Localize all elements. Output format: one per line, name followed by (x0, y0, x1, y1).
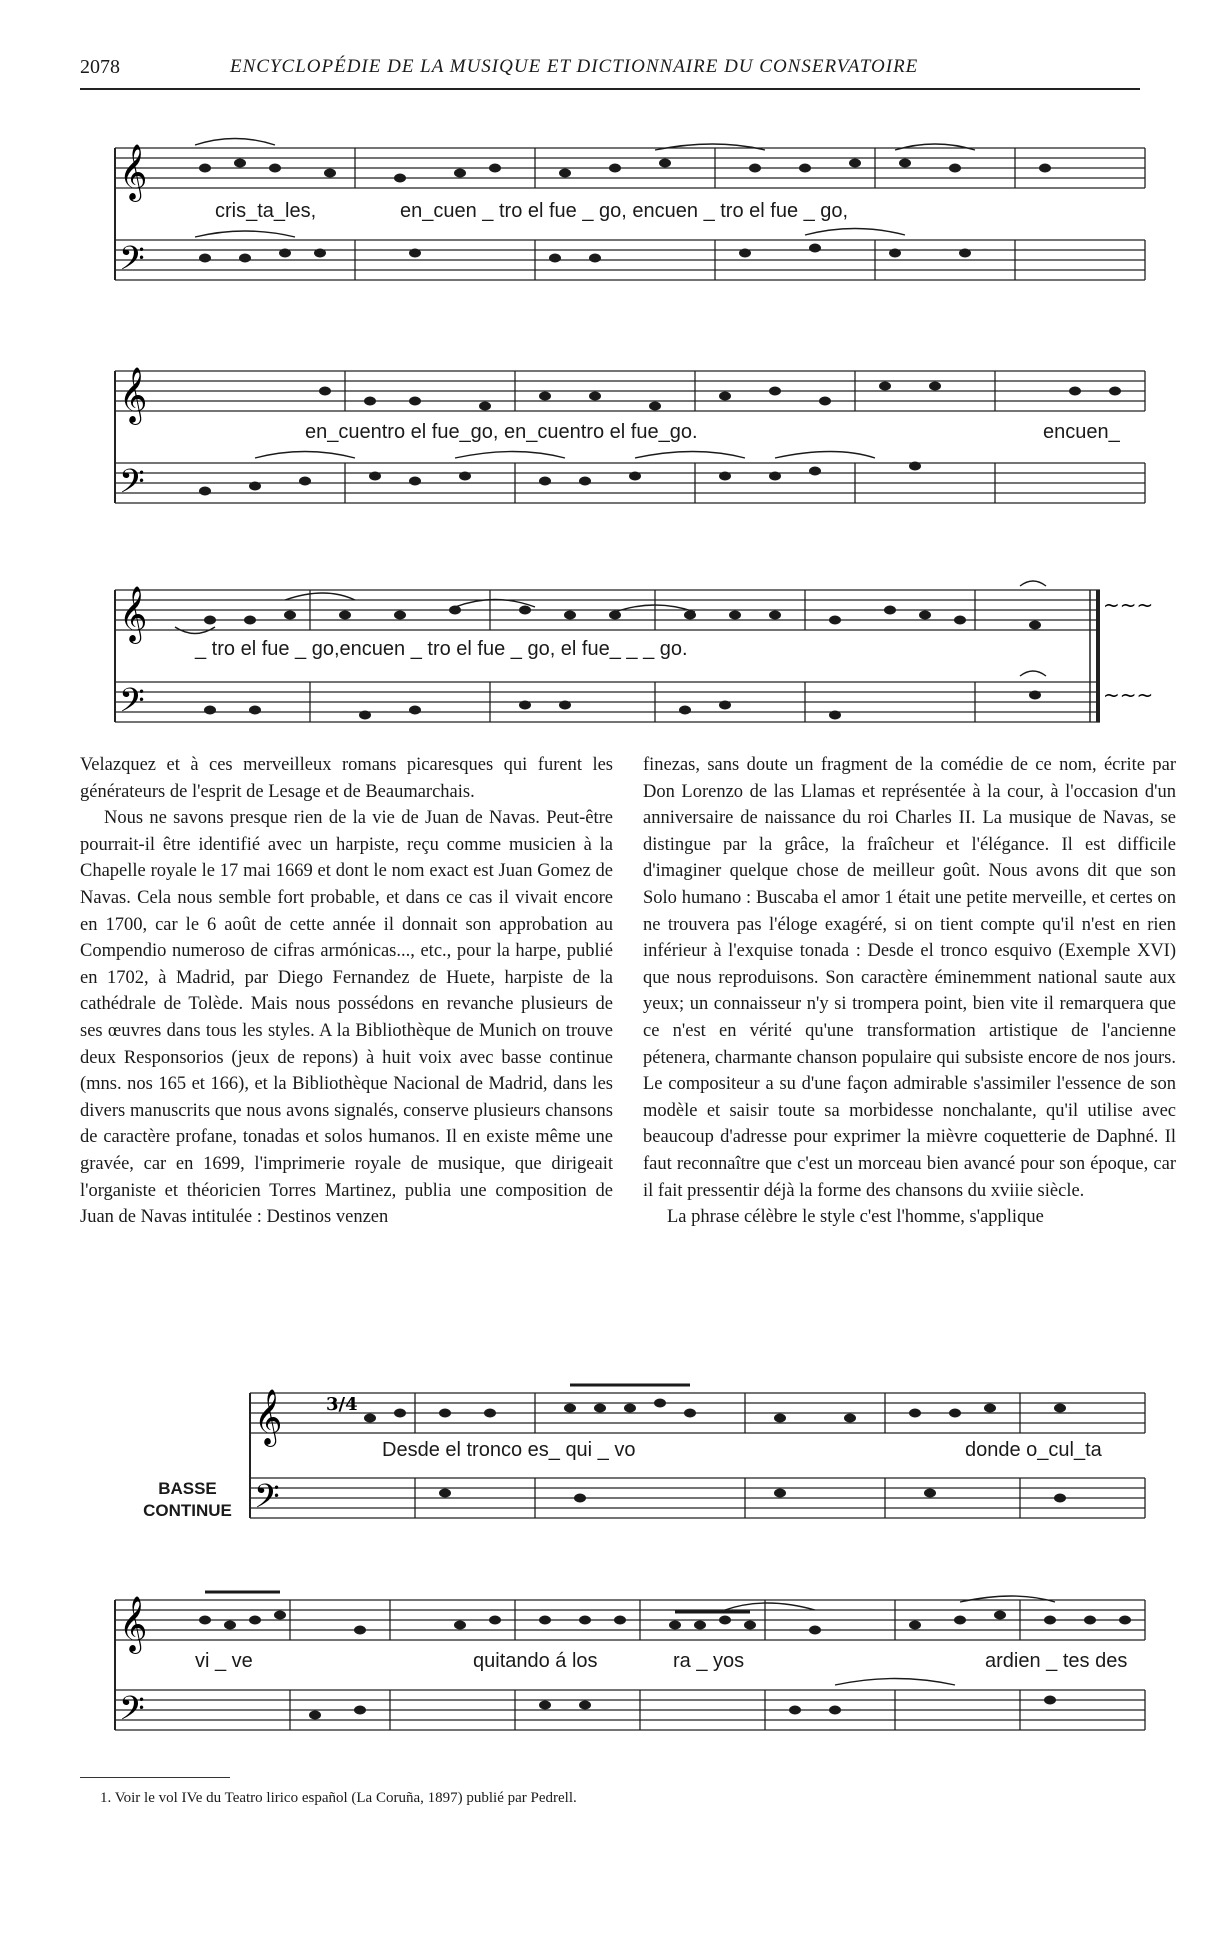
running-title: ENCYCLOPÉDIE DE LA MUSIQUE ET DICTIONNAIRE DU CONSERVATOIRE (230, 56, 919, 77)
basse-continue-label: BASSE CONTINUE (143, 1479, 232, 1520)
music-system-3 (115, 582, 1155, 732)
svg-text:3/4: 3/4 (326, 1394, 358, 1415)
music-system-5 (115, 1590, 1145, 1740)
music-system-4 (250, 1383, 1145, 1523)
svg-text:𝄞: 𝄞 (119, 144, 148, 200)
lyrics-line-2: en_cuen _ tro el fue _ go, encuen _ tro el fue _ go, (400, 200, 849, 222)
svg-text:𝄢: 𝄢 (119, 1690, 145, 1736)
svg-text:𝄞: 𝄞 (254, 1389, 283, 1445)
svg-text:𝄢: 𝄢 (254, 1478, 280, 1524)
lyrics-line-1: _ tro el fue _ go,encuen _ tro el fue _ go, el fue_ _ _ go. (195, 638, 688, 660)
right-column (643, 752, 1176, 1231)
svg-text:𝄢: 𝄢 (119, 240, 145, 286)
svg-text:𝄢: 𝄢 (119, 463, 145, 509)
svg-text:𝄞: 𝄞 (119, 1596, 148, 1652)
svg-text:𝄞: 𝄞 (119, 586, 148, 642)
lyrics-line-1: cris_ta_les, (215, 200, 317, 222)
lyrics-line-1: Desde el tronco es_ qui _ vo (382, 1439, 636, 1461)
paragraph: finezas, sans doute un fragment de la comédie de ce nom, écrite par Don Lorenzo de las Llamas et représentée à la cour, à l'occasion d'un anniversaire de naissance du roi Charles II. La musique de Navas, se distingue par la grâce, la fraîcheur et l'élégance. Il est difficile d'imaginer quelque chose de meilleur goût. Nous avons dit que son Solo humano : Buscaba el amor 1 était une petite merveille, et certes on ne trouvera pas l'éloge exagéré, si on tient compte qu'il n'est en rien inférieur à l'exquise tonada : Desde el tronco esquivo (Exemple XVI) que nous reproduisons. Son caractère éminemment national saute aux yeux; un connaisseur n'y si trompera point, bien vite il remarquera que ce n'est en vérité qu'une transformation artistique de l'ancienne pétenera, charmante chanson populaire qui subsiste encore de nos jours. Le compositeur a su d'une façon admirable s'assimiler l'essence de son modèle et saisir toute sa morbidesse nonchalante, qu'il utilise avec beaucoup d'adresse pour exprimer la mièvre coquetterie de Daphné. Il faut reconnaître que c'est un morceau bien avancé pour son époque, car il fait pressentir déjà la forme des chansons du xviiie siècle. (643, 755, 1176, 1201)
page-header (80, 52, 1140, 90)
page-number: 2078 (80, 56, 120, 78)
left-column (80, 752, 613, 1231)
footnote: 1. Voir le vol IVe du Teatro lirico español (La Coruña, 1897) publié par Pedrell. (100, 1790, 577, 1806)
lyrics-line-1: vi _ ve (195, 1650, 253, 1672)
lyrics-line-2: encuen_ (1043, 421, 1120, 443)
svg-text:~~~: ~~~ (1103, 593, 1154, 617)
paragraph: Velazquez et à ces merveilleux romans picaresques qui furent les générateurs de l'esprit de Lesage et de Beaumarchais. (80, 755, 613, 802)
lyrics-line-1: en_cuentro el fue_go, en_cuentro el fue_go. (305, 421, 698, 443)
paragraph: Nous ne savons presque rien de la vie de Juan de Navas. Peut-être pourrait-il être identifié avec un harpiste, reçu comme musicien à la Chapelle royale le 17 mai 1669 et dont le nom exact est Juan Gomez de Navas. Cela nous semble fort probable, et dans ce cas il vivait encore en 1700, car le 6 août de cette année il donnait son approbation au Compendio numeroso de cifras armónicas..., etc., pour la harpe, publié en 1702, à Madrid, par Diego Fernandez de Huete, harpiste de la cathédrale de Tolède. Mais nous possédons en revanche plusieurs de ses œuvres dans tous les styles. A la Bibliothèque de Munich on trouve deux Responsorios (jeux de repons) à huit voix avec basse continue (mns. nos 165 et 166), et la Bibliothèque Nacional de Madrid, dans les divers manuscrits que nous avons signalés, conserve plusieurs chansons de caractère profane, tonadas et solos humanos. Il en existe même une gravée, car en 1699, l'imprimerie royale de musique, que dirigeait l'organiste et théoricien Torres Martinez, publia une composition de Juan de Navas intitulée : Destinos venzen (80, 808, 613, 1228)
lyrics-line-2: donde o_cul_ta (965, 1439, 1102, 1461)
footnote-rule (80, 1777, 230, 1778)
music-system-2 (115, 363, 1145, 513)
music-system-1 (115, 140, 1145, 290)
time-signature (326, 1394, 358, 1415)
lyrics-line-3: ra _ yos (673, 1650, 745, 1672)
svg-text:~~~: ~~~ (1103, 683, 1154, 707)
lyrics-line-4: ardien _ tes des (985, 1650, 1128, 1672)
svg-text:𝄢: 𝄢 (119, 682, 145, 728)
svg-text:𝄞: 𝄞 (119, 367, 148, 423)
lyrics-line-2: quitando á los (473, 1650, 598, 1672)
paragraph: La phrase célèbre le style c'est l'homme, s'applique (667, 1207, 1044, 1228)
